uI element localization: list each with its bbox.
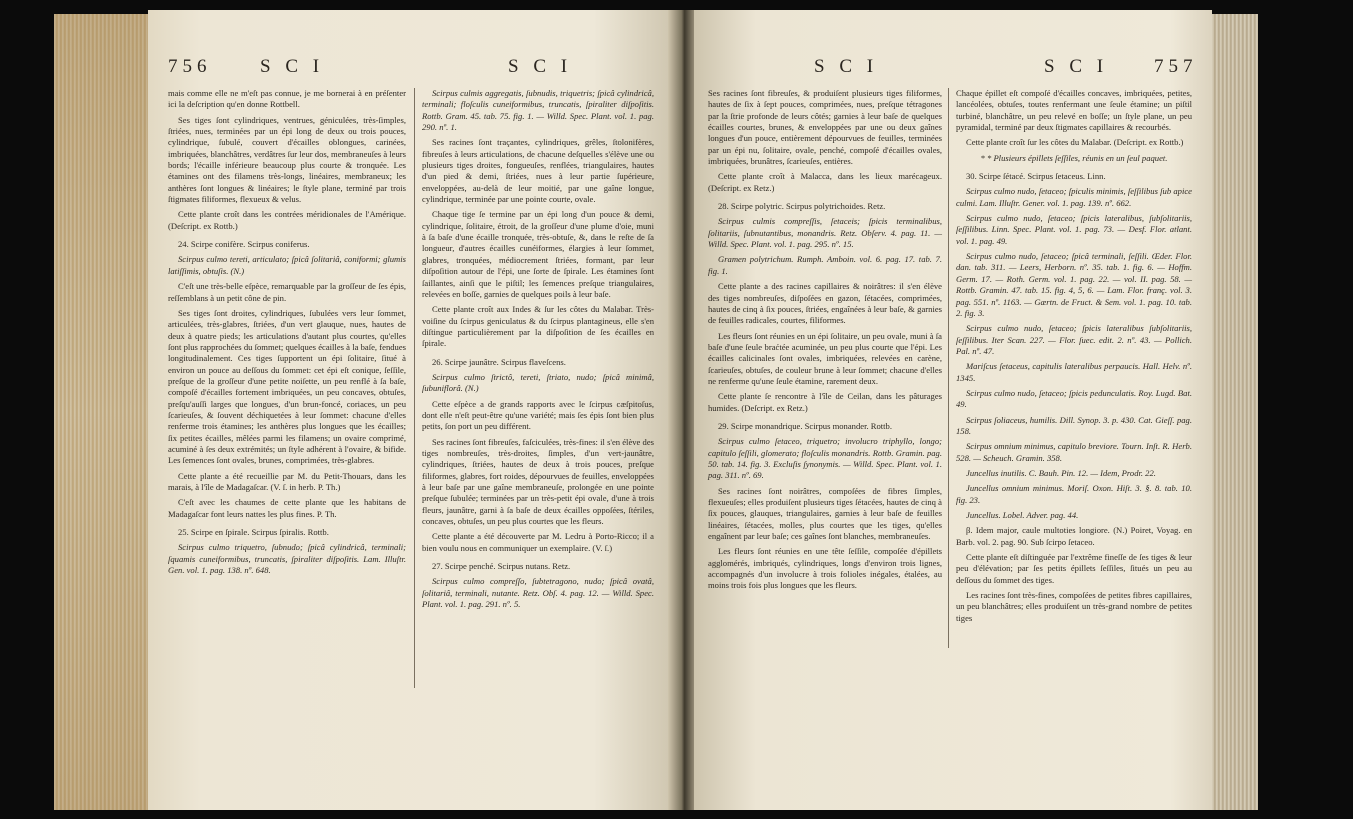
paragraph: Cette plante eſt diſtinguée par l'extrême fineſſe de ſes tiges & leur peu d'élévation; par ſes petits épillets ſeſſiles, ſitués un peu au deſſous du ſommet des tiges. [956,552,1192,585]
species-heading: 26. Scirpe jaunâtre. Scirpus flaveſcens. [432,356,566,367]
running-head-right-col1: S C I [814,56,879,77]
synonym: Scirpus culmo nudo, ſetaceo; ſpicis lateralibus ſubſolitariis, ſeſſilibus. Iter Scan. 227. — Flor. ſuec. edit. 2. nº. 43. — Pollich. Pal. nº. 47. [956,323,1192,356]
paragraph: mais comme elle ne m'eſt pas connue, je me bornerai à en préſenter ici la deſcription qu'en donne Rottbell. [168,88,406,110]
species-heading: 30. Scirpe ſétacé. Scirpus ſetaceus. Linn. [966,171,1106,182]
latin-diagnosis: Scirpus culmis compreſſis, ſetaceis; ſpicis terminalibus, ſolitariis, ſubnutantibus, monandris. Retz. Obſerv. 4. pag. 11. — Willd. Spec. Plant. vol. 1. pag. 295. nº. 15. [708,216,942,250]
right-page-column-2 [956,88,1192,628]
page-number-right: 757 [1154,56,1198,77]
right-page [694,10,1212,810]
variety: β. Idem major, caule multoties longiore. (N.) Poiret, Voyag. en Barb. vol. 2. pag. 90. Sub ſcirpo ſetaceo. [956,525,1192,547]
column-rule [948,88,949,648]
paragraph: Cette plante croît à Malacca, dans les lieux marécageux. (Deſcript. ex Retz.) [708,171,942,193]
paragraph: Ses racines ſont traçantes, cylindriques, grêles, ſtolonifères, fibreuſes à leurs articulations, de chacune deſquelles s'élève une ou plusieurs tiges droites, fongueuſes, renflées, triangulaires, hautes d'un pied & demi, ſtriées, nues à leur partie ſupérieure, enveloppées, au-delà de leur moitié, par une gaîne longue, cylindrique, terminée par une pointe courte, ovale. [422,137,654,205]
left-page [148,10,672,810]
latin-diagnosis: Scirpus culmo triquetro, ſubnudo; ſpicâ cylindricâ, terminali; ſquamis cuneiformibus, truncatis, ſpiraliter diſpoſitis. Lam. Illuſtr. Gen. vol. 1. pag. 138. nº. 648. [168,542,406,576]
paragraph: Ses racines ſont noirâtres, compoſées de fibres ſimples, flexueuſes; elles produiſent plusieurs tiges ſétacées, hautes de cinq à ſix pouces, glauques, triangulaires, garnies à leur baſe de feuilles linéaires, ſétacées, molles, plus courtes que les tiges, qu'elles engaînent par leur baſe; ces gaînes ſont blanches, membraneuſes. [708,485,942,542]
paragraph: Ses racines ſont fibreuſes, & produiſent plusieurs tiges filiformes, hautes de ſix à ſept pouces, comprimées, nues, preſque tétragones par la ſtrie profonde de leurs côtés; garnies à leur baſe de quelques écailles courtes, brunes, & enveloppées par une ou deux gaînes longues d'un pouce, entièrement dépourvues de feuilles, terminées par un épi nu, ſolitaire, ovale, penché, compoſé d'écailles ovales, imbriquées, brunâtres, ſcarieuſes, entières. [708,88,942,167]
right-page-column-1 [708,88,942,596]
species-heading: 25. Scirpe en ſpirale. Scirpus ſpiralis. Rottb. [178,527,329,538]
latin-diagnosis: Scirpus culmo compreſſo, ſubtetragono, nudo; ſpicâ ovatâ, ſolitariâ, terminali, nutante. Retz. Obſ. 4. pag. 12. — Willd. Spec. Plant. vol. 1. pag. 291. nº. 5. [422,576,654,610]
species-heading: 27. Scirpe penché. Scirpus nutans. Retz. [432,561,571,572]
species-heading: 29. Scirpe monandrique. Scirpus monander. Rottb. [718,420,892,431]
synonym: Mariſcus ſetaceus, capitulis lateralibus perpaucis. Hall. Helv. nº. 1345. [956,361,1192,383]
paragraph: Les racines ſont très-fines, compoſées de petites fibres capillaires, un peu blanchâtres; elles produiſent un très-grand nombre de petites tiges [956,590,1192,623]
left-page-column-2 [422,88,654,614]
paragraph: Ses racines ſont fibreuſes, faſciculées, très-fines: il s'en élève des tiges nombreuſes, très-droites, ſimples, d'un vert-jaunâtre, cylindriques, ſtriées, hautes de deux à trois pouces, preſque filiformes, glabres, fort roides, dépourvues de feuilles, enveloppées à leur baſe par une gaîne membraneuſe, prolongée en une pointe preſque ſubulée; terminées par un très-petit épi ovale, d'une à trois fleurs, jaunâtre, garni à ſa baſe de deux écailles oppoſées, ſtériles, concaves, obtuſes, un peu plus courtes que les fleurs. [422,436,654,527]
paragraph: Cette plante a été recueillie par M. du Petit-Thouars, dans les marais, à l'île de Madagaſcar. (V. ſ. in herb. P. Th.) [168,470,406,492]
synonym: Scirpus culmo nudo, ſetaceo; ſpicis lateralibus, ſubſolitariis, ſeſſilibus. Linn. Spec. Plant. vol. 1. pag. 73. — Desf. Flor. atlant. vol. 1. pag. 49. [956,213,1192,246]
paragraph: Les fleurs ſont réunies en un épi ſolitaire, un peu ovale, muni à ſa baſe d'une ſeule braćtée acuminée, un peu plus courte que l'épi. Les écailles calicinales ſont ovales, imbriquées, relevées en carène, ſcarieuſes, obtuſes, de couleur brune à leur ſommet; chacune d'elles ne renferme qu'une ſeule étamine, rarement deux. [708,330,942,386]
latin-diagnosis: Scirpus culmis aggregatis, ſubnudis, triquetris; ſpicâ cylindricâ, terminali; floſculis cuneiformibus, truncatis, ſpiraliter diſpoſitis. Rottb. Gram. 45. tab. 75. fig. 1. — Willd. Spec. Plant. vol. 1. pag. 290. nº. 1. [422,88,654,133]
synonym: Scirpus culmo nudo, ſetaceo; ſpicis pedunculatis. Roy. Lugd. Bat. 49. [956,387,1192,410]
running-head-left-col1: S C I [260,56,325,77]
running-head-right-col2: S C I [1044,56,1109,77]
species-heading: 24. Scirpe conifère. Scirpus coniferus. [178,239,310,250]
paragraph: C'eſt une très-belle eſpèce, remarquable par la groſſeur de ſes épis, reſſemblans à un petit cône de pin. [168,281,406,303]
left-page-column-1 [168,88,406,580]
synonym: Scirpus ſoliaceus, humilis. Dill. Synop. 3. p. 430. Cat. Gieſſ. pag. 158. [956,414,1192,436]
paragraph: Chaque tige ſe termine par un épi long d'un pouce & demi, cylindrique, ſolitaire, étroit, de la groſſeur d'une plume d'oie, muni à ſa baſe d'une écaille tronquée, très-obtuſe, &, dans le reſte de ſa longueur, d'autres écailles cunéiformes, élargies à leur ſommet, glabres, tronquées, médiocrement ſtriées, formant, par leur diſpoſition autour de l'épi, une ſorte de ſpirale. Les étamines ſont ſaillantes, ainſi que le piſtil; les ſemences preſque triangulaires, relevées en boſſe, garnies de quelques poils à leur baſe. [422,209,654,299]
synonym: Gramen polytrichum. Rumph. Amboin. vol. 6. pag. 17. tab. 7. fig. 1. [708,254,942,276]
latin-diagnosis: Scirpus culmo ſtrictô, tereti, ſtriato, nudo; ſpicâ minimâ, ſubuniflorâ. (N.) [422,371,654,394]
latin-diagnosis: Scirpus culmo nudo, ſetaceo; ſpiculis minimis, ſeſſilibus ſub apice culmi. Lam. Illuſtr. Gener. vol. 1. pag. 139. nº. 662. [956,186,1192,208]
species-heading: 28. Scirpe polytric. Scirpus polytrichoides. Retz. [718,201,886,212]
latin-diagnosis: Scirpus culmo ſetaceo, triquetro; involucro triphyllo, longo; capitulo ſeſſili, glomerato; floſculis monandris. Rottb. Gramin. pag. 50. tab. 14. fig. 3. Excluſis ſynonymis. — Willd. Spec. Plant. vol. 1. pag. 311. nº. 69. [708,436,942,481]
paragraph: Cette plante ſe rencontre à l'île de Ceilan, dans les pâturages humides. (Deſcript. ex Retz.) [708,391,942,413]
synonym: Scirpus omnium minimus, capitulo breviore. Tourn. Inſt. R. Herb. 528. — Scheuch. Gramin. 358. [956,441,1192,463]
synonym: Juncellus. Lobel. Adver. pag. 44. [966,510,1079,520]
synonym: Juncellus omnium minimus. Moriſ. Oxon. Hiſt. 3. §. 8. tab. 10. fig. 23. [956,483,1192,505]
paragraph: Les fleurs ſont réunies en une tête ſeſſile, compoſée d'épillets agglomérés, imbriqués, cylindriques, longs d'environ trois lignes, accompagnés d'un involucre à trois folioles inégales, étalées, au moins trois fois plus longues que les fleurs. [708,546,942,591]
page-edges-right [1208,14,1258,810]
latin-diagnosis: Scirpus culmo tereti, articulato; ſpicâ ſolitariâ, coniformi; glumis latiſſimis, obtuſis. (N.) [168,254,406,276]
running-head-left-col2: S C I [508,56,573,77]
paragraph: Cette plante croît aux Indes & ſur les côtes du Malabar. Très-voiſine du ſcirpus geniculatus & du ſcirpus plantagineus, elle s'en diſtingue particulièrement par la diſpoſition de ſes écailles en ſpirale. [422,304,654,349]
paragraph: C'eſt avec les chaumes de cette plante que les habitans de Madagaſcar font leurs nattes les plus fines. P. Th. [168,497,406,519]
synonym: Juncellus inutilis. C. Bauh. Pin. 12. — Idem, Prodr. 22. [966,467,1156,478]
page-edges-left [54,14,154,810]
page-number-left: 756 [168,56,212,77]
paragraph: Chaque épillet eſt compoſé d'écailles concaves, imbriquées, petites, lancéolées, obtuſes, toutes renfermant une ſeule étamine; un piſtil turbiné, blanchâtre, un peu relevé en boſſe; un ſtyle plane, un peu pyramidal, terminé par deux ſtigmates capillaires & recourbés. [956,88,1192,133]
paragraph: Cette plante a été découverte par M. Ledru à Porto-Ricco; il a bien voulu nous en communiquer un exemplaire. (V. ſ.) [422,531,654,553]
section-heading: * * Plusieurs épillets ſeſſiles, réunis en un ſeul paquet. [980,152,1168,163]
synonym: Scirpus culmo nudo, ſetaceo; ſpicâ terminali, ſeſſili. Œder. Flor. dan. tab. 311. — Leers, Herborn. nº. 35. tab. 1. fig. 6. — Hoffm. Germ. 17. — Roth. Germ. vol. 1. pag. 22. — vol. II. pag. 58. — Rottb. Gramin. 47. tab. 15. fig. 4, 5, 6. — Lam. Flor. franç. vol. 3. pag. 551. nº. 1163. — Gærtn. de Fruct. & Sem. vol. 1. pag. 10. tab. 2. fig. 3. [956,251,1192,318]
paragraph: Ses tiges ſont droites, cylindriques, ſubulées vers leur ſommet, articulées, très-glabres, ſtriées, d'un vert glauque, nues, hautes de deux à quatre pieds; les articulations d'autant plus courtes, qu'elles ſont plus rapprochées du ſommet; quelques écailles à la baſe, fendues longitudinalement. Ces tiges ſupportent un épi ſolitaire, ſitué à environ un pouce au deſſous du ſommet: cet épi eſt conique, ſeſſile, preſque de la groſſeur d'une petite noiſette, un peu renflé à ſa baſe, compoſé d'écailles fortement imbriquées, un peu concaves, obtuſes, preſqu'auſſi larges que longues, d'un brun-foncé, coriaces, un peu ſcarieuſes, & ſouvent déchiquetées à leur ſommet: chacune d'elles renferme trois étamines; les anthères plus longues que les écailles; ſix petites écailles, mêlées parmi les filamens; un ovaire comprimé, acuminé à ſes deux extrémités; un ſtyle adhérent à l'ovaire, & bifide. Les ſemences ſont ovales, brunes, comprimées, très-glabres. [168,307,406,466]
paragraph: Cette plante croît dans les contrées méridionales de l'Amérique. (Deſcript. ex Rottb.) [168,209,406,231]
paragraph: Ses tiges ſont cylindriques, ventrues, géniculées, très-ſimples, ſtriées, nues, terminées par un épi long de deux ou trois pouces, cylindrique, ſubulé, couvert d'écailles oblongues, carinées, imbriquées, blanchâtres, verdâtres ſur leur dos, membraneuſes à leurs bords; l'écaille inférieure beaucoup plus courte & tronquée. Les étamines ont des filamens très-longs, linéaires, membraneux; les anthères ſont longues & linéaires; le ſtyle plane, terminé par trois ſtigmates filiformes, flexueux & velus. [168,114,406,205]
paragraph: Cette plante croît ſur les côtes du Malabar. (Deſcript. ex Rottb.) [966,137,1184,148]
column-rule [414,88,415,688]
paragraph: Cette eſpèce a de grands rapports avec le ſcirpus cæſpitoſus, dont elle n'eſt peut-être qu'une variété; mais ſes épis ſont bien plus petits, ſon port un peu différent. [422,398,654,432]
paragraph: Cette plante a des racines capillaires & noirâtres: il s'en élève des tiges nombreuſes, diſpoſées en gazon, ſétacées, comprimées, hautes de cinq à ſix pouces, ſtriées, engaînées à leur baſe, & garnies de feuilles radicales, courtes, filiformes. [708,281,942,326]
